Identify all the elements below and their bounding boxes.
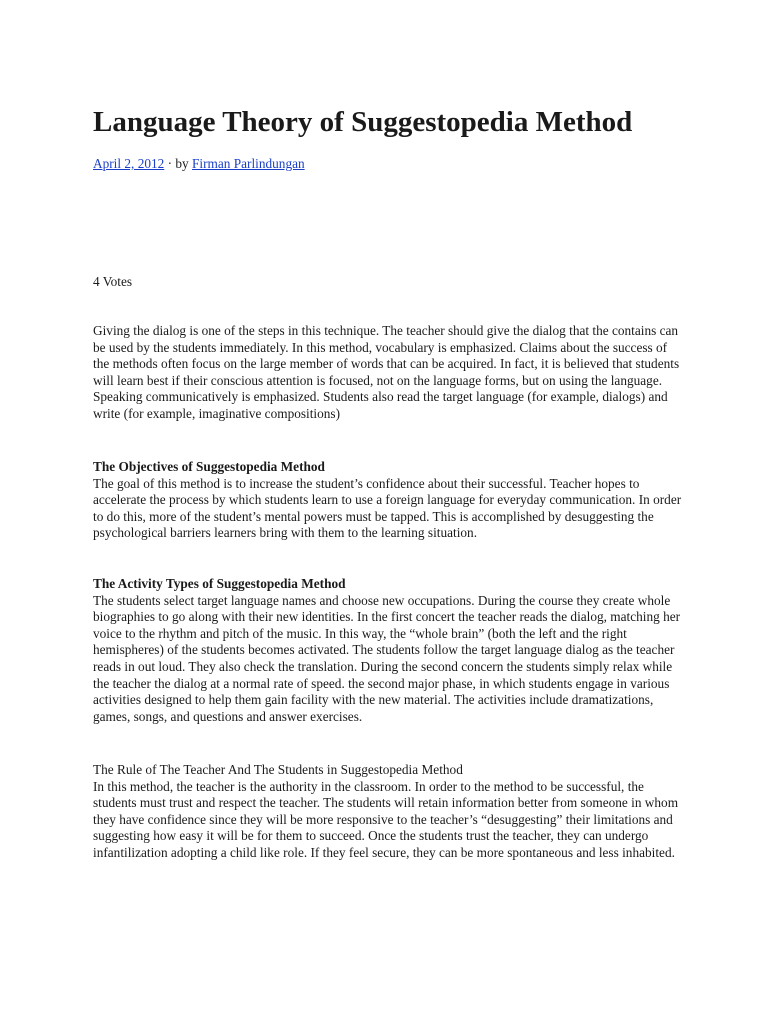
votes-count: 4 Votes xyxy=(93,274,133,289)
section-teacher-role xyxy=(93,762,683,862)
intro-paragraph xyxy=(93,323,683,423)
section-heading: The Activity Types of Suggestopedia Method xyxy=(93,576,346,591)
section-body: The goal of this method is to increase the student’s confidence about their successful. Teacher hopes to accelerate the process by which students learn to use a foreign language for everyday communication. In order to do this, more of the student’s mental powers must be tapped. This is accomplished by desuggesting the psychological barriers learners bring with them to the learning situation. xyxy=(93,475,682,541)
byline-separator: · by xyxy=(164,156,192,171)
section-heading: The Rule of The Teacher And The Students in Suggestopedia Method xyxy=(93,762,463,777)
section-objectives xyxy=(93,459,683,542)
section-heading: The Objectives of Suggestopedia Method xyxy=(93,459,325,474)
post-meta xyxy=(93,155,305,172)
intro-text: Giving the dialog is one of the steps in this technique. The teacher should give the dialog that the contains can be used by the students immediately. In this method, vocabulary is emphasized. Claims about the success of the methods often focus on the large member of words that can be acquired. In fact, it is believed that students will learn best if their conscious attention is focused, not on the language forms, but on using the language. Speaking communicatively is emphasized. Students also read the target language (for example, dialogs) and write (for example, imaginative compositions) xyxy=(93,323,680,421)
page-title: Language Theory of Suggestopedia Method xyxy=(93,106,633,138)
post-date-link[interactable]: April 2, 2012 xyxy=(93,156,165,171)
section-body: In this method, the teacher is the authority in the classroom. In order to the method to be successful, the students must trust and respect the teacher. The students will retain information better from someone in whom they have confidence since they will be more responsive to the teacher’s “desuggesting” their limitations and suggesting how easy it will be for them to succeed. Once the students trust the teacher, they can undergo infantilization adopting a child like role. If they feel secure, they can be more spontaneous and less inhabited. xyxy=(93,778,679,860)
author-link[interactable]: Firman Parlindungan xyxy=(192,156,305,171)
section-body: The students select target language names and choose new occupations. During the course they create whole biographies to go along with their new identities. In the first concert the teacher reads the dialog, matching her voice to the rhythm and pitch of the music. In this way, the “whole brain” (both the left and the right hemispheres) of the students becomes activated. The students follow the target language dialog as the teacher reads in out loud. They also check the translation. During the second concern the students simply relax while the teacher the dialog at a normal rate of speed. the second major phase, in which students engage in various activities designed to help them gain facility with the new material. The activities include dramatizations, games, songs, and questions and answer exercises. xyxy=(93,592,681,724)
section-activity-types xyxy=(93,576,683,725)
